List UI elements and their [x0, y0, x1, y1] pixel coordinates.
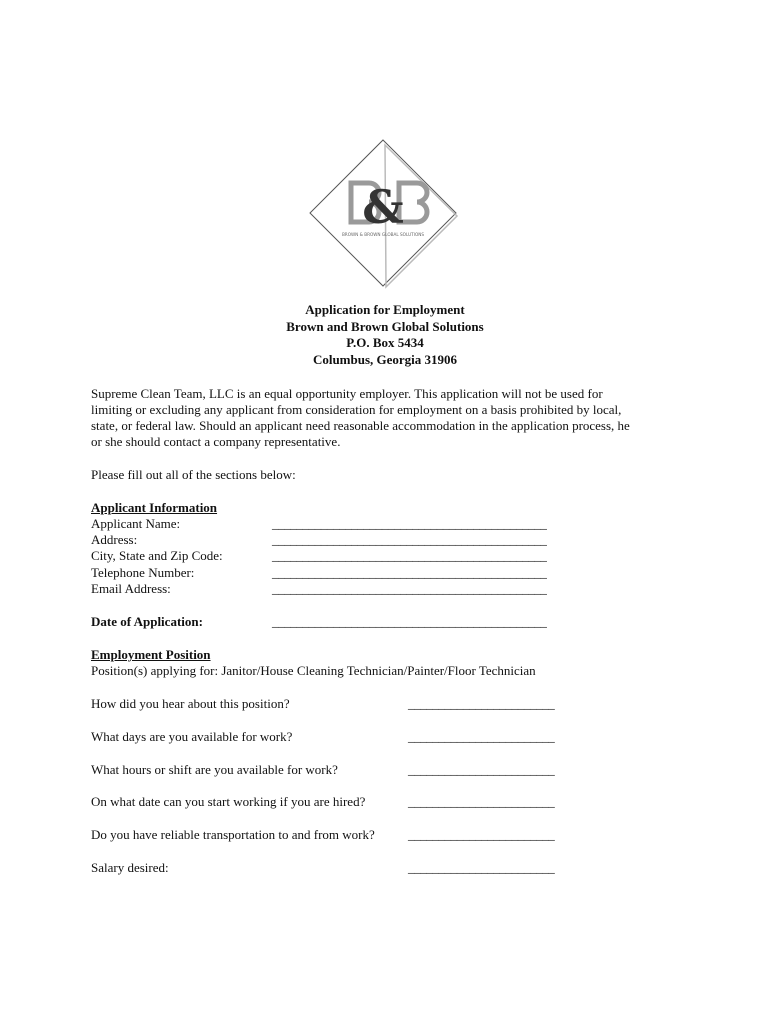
intro-line: limiting or excluding any applicant from consideration for employment on a basis prohibited by local,: [91, 402, 622, 417]
question-transport-label: Do you have reliable transportation to and from work?: [91, 827, 375, 842]
email-field[interactable]: _____________________________________________: [272, 581, 547, 596]
telephone-field[interactable]: _____________________________________________: [272, 565, 547, 580]
document-title: Application for Employment: [305, 302, 465, 317]
intro-line: Supreme Clean Team, LLC is an equal opportunity employer. This application will not be used for: [91, 386, 603, 401]
question-days-field[interactable]: ________________________: [408, 729, 555, 744]
question-hear-field[interactable]: ________________________: [408, 696, 555, 711]
question-start-date-field[interactable]: ________________________: [408, 794, 555, 809]
address-label: Address:: [91, 532, 138, 547]
company-name: Brown and Brown Global Solutions: [286, 318, 484, 334]
applicant-name-label: Applicant Name:: [91, 516, 181, 531]
employment-section-heading: Employment Position: [91, 647, 211, 662]
address-field[interactable]: _____________________________________________: [272, 532, 547, 547]
company-logo: [307, 137, 459, 289]
telephone-label: Telephone Number:: [91, 565, 195, 580]
city-state-zip: Columbus, Georgia 31906: [312, 351, 458, 367]
question-days-label: What days are you available for work?: [91, 729, 293, 744]
applicant-name-field[interactable]: _____________________________________________: [272, 516, 547, 531]
question-start-date-label: On what date can you start working if you are hired?: [91, 794, 366, 809]
question-hours-label: What hours or shift are you available for work?: [91, 762, 338, 777]
date-of-application-label: Date of Application:: [91, 614, 203, 629]
question-hours-field[interactable]: ________________________: [408, 762, 555, 777]
intro-line: state, or federal law. Should an applicant need reasonable accommodation in the application process, he: [91, 418, 630, 433]
city-state-zip-field[interactable]: _____________________________________________: [272, 548, 547, 563]
question-hear-label: How did you hear about this position?: [91, 696, 290, 711]
intro-line: or she should contact a company representative.: [91, 434, 341, 449]
applicant-section-heading: Applicant Information: [91, 500, 218, 515]
question-transport-field[interactable]: ________________________: [408, 827, 555, 842]
salary-desired-label: Salary desired:: [91, 860, 169, 875]
instruction-text: Please fill out all of the sections below:: [91, 467, 296, 482]
email-label: Email Address:: [91, 581, 171, 596]
salary-desired-field[interactable]: ________________________: [408, 860, 555, 875]
intro-paragraph: [91, 386, 681, 450]
po-box: P.O. Box 5434: [346, 335, 424, 350]
document-header: [0, 302, 770, 368]
date-of-application-field[interactable]: _____________________________________________: [272, 614, 547, 629]
city-state-zip-label: City, State and Zip Code:: [91, 548, 223, 563]
logo-text: BROWN & BROWN GLOBAL SOLUTIONS: [341, 232, 425, 237]
svg-text:&: &: [362, 180, 404, 234]
positions-applying-for: Position(s) applying for: Janitor/House Cleaning Technician/Painter/Floor Technician: [91, 663, 536, 678]
